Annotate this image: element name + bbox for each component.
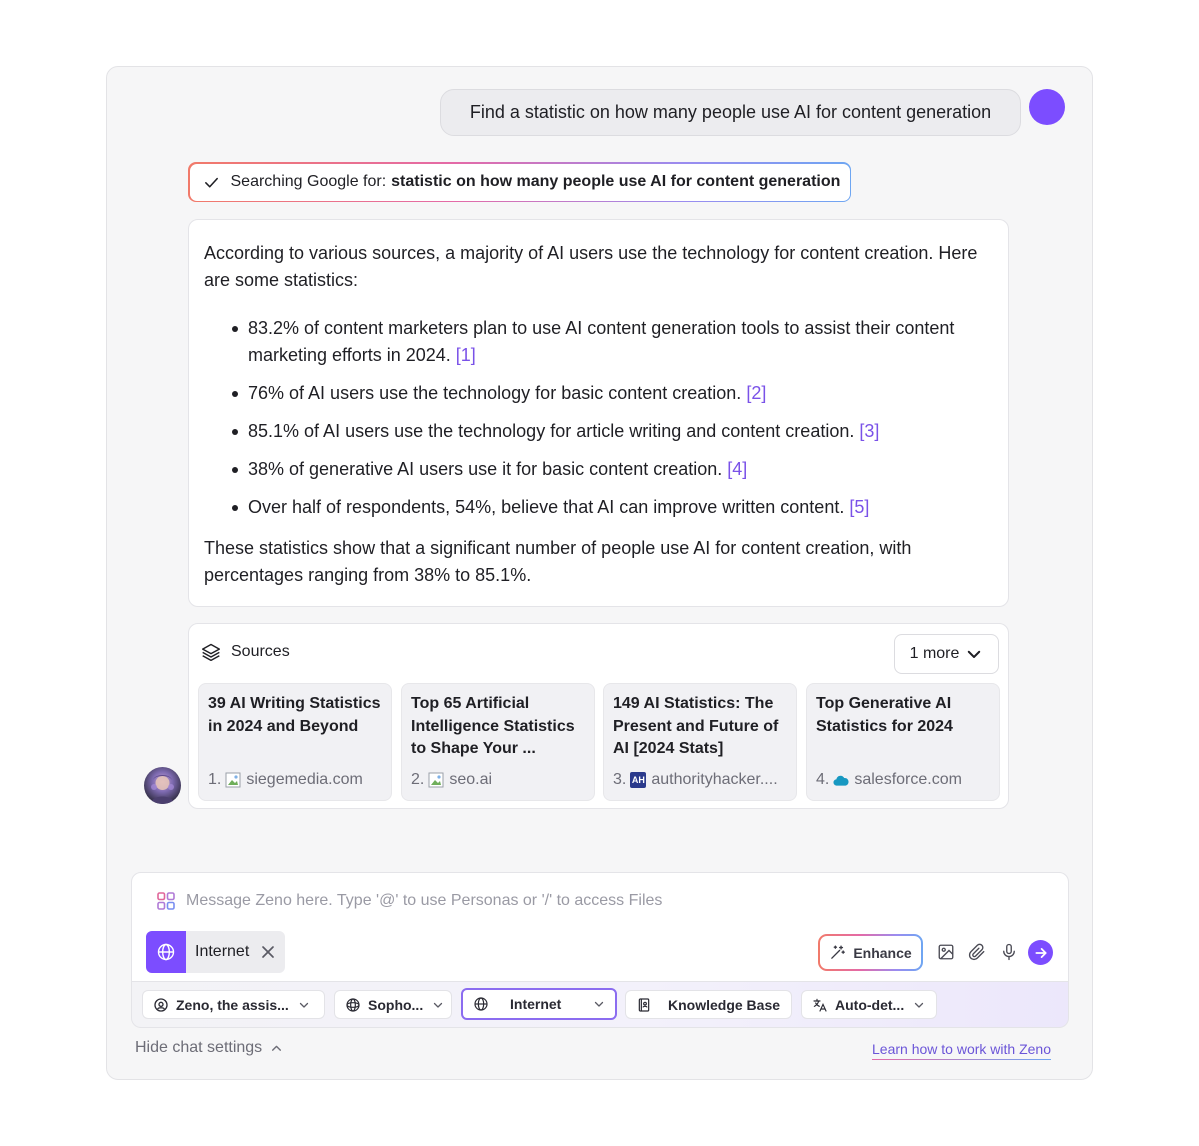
answer-intro: According to various sources, a majority of AI users use the technology for content creation. Here are some statistics: xyxy=(204,243,978,290)
citation-link[interactable]: [3] xyxy=(859,420,880,441)
cloud-logo-icon xyxy=(833,772,849,788)
assistant-avatar xyxy=(144,767,181,804)
book-icon xyxy=(636,997,652,1013)
list-item: Over half of respondents, 54%, believe that AI can improve written content. [5] xyxy=(204,494,993,521)
chip-label: Internet xyxy=(195,943,250,960)
user-avatar[interactable] xyxy=(1029,89,1065,125)
enhance-button[interactable] xyxy=(818,934,923,971)
source-card[interactable] xyxy=(603,683,797,801)
source-number: 1. xyxy=(208,771,222,788)
persona-icon xyxy=(153,997,169,1013)
statistics-list xyxy=(204,315,993,520)
source-title: Top 65 Artificial Intelligence Statistics to Shape Your ... xyxy=(411,695,575,757)
source-number: 2. xyxy=(411,771,425,788)
source-domain: seo.ai xyxy=(449,771,493,788)
source-domain: siegemedia.com xyxy=(246,771,363,788)
hide-chat-settings-button[interactable] xyxy=(135,1039,283,1057)
chevron-up-icon xyxy=(270,1042,283,1055)
source-title: 39 AI Writing Statistics in 2024 and Beyond xyxy=(208,695,381,735)
persona-label: Zeno, the assis... xyxy=(176,996,289,1013)
list-item: 85.1% of AI users use the technology for article writing and content creation. [3] xyxy=(204,418,993,445)
model-icon xyxy=(345,997,361,1013)
list-item: 38% of generative AI users use it for basic content creation. [4] xyxy=(204,456,993,483)
search-status-pill[interactable] xyxy=(188,162,851,202)
user-message-text: Find a statistic on how many people use AI for content generation xyxy=(469,102,992,122)
more-sources-button[interactable] xyxy=(894,634,999,674)
source-card[interactable] xyxy=(401,683,595,801)
model-label: Sopho... xyxy=(368,996,424,1013)
message-input-placeholder: Message Zeno here. Type '@' to use Personas or '/' to access Files xyxy=(186,892,663,909)
model-select[interactable] xyxy=(334,990,452,1019)
broken-image-icon xyxy=(225,772,241,788)
language-select[interactable] xyxy=(801,990,937,1019)
internet-chip[interactable] xyxy=(146,931,285,973)
translate-icon xyxy=(812,997,828,1013)
knowledge-base-button[interactable] xyxy=(625,990,792,1019)
source-domain: salesforce.com xyxy=(854,771,962,788)
knowledge-base-label: Knowledge Base xyxy=(668,996,781,1013)
grid-icon xyxy=(156,891,176,911)
send-button[interactable] xyxy=(1028,940,1053,965)
chevron-down-icon xyxy=(432,999,444,1011)
chevron-down-icon xyxy=(965,645,983,663)
source-number: 3. xyxy=(613,771,627,788)
close-icon[interactable] xyxy=(261,945,275,959)
persona-select[interactable] xyxy=(142,990,325,1019)
chevron-down-icon xyxy=(298,999,310,1011)
source-title: 149 AI Statistics: The Present and Future of AI [2024 Stats] xyxy=(613,695,779,757)
source-card[interactable] xyxy=(198,683,392,801)
broken-image-icon xyxy=(428,772,444,788)
image-icon[interactable] xyxy=(936,942,956,962)
message-input[interactable] xyxy=(156,891,662,911)
layers-icon xyxy=(201,642,221,662)
paperclip-icon[interactable] xyxy=(967,942,987,962)
microphone-icon[interactable] xyxy=(999,942,1019,962)
citation-link[interactable]: [2] xyxy=(746,382,767,403)
source-title: Top Generative AI Statistics for 2024 xyxy=(816,695,953,735)
hide-chat-settings-label: Hide chat settings xyxy=(135,1039,263,1056)
user-message-bubble xyxy=(440,89,1021,136)
citation-link[interactable]: [1] xyxy=(455,344,476,365)
language-label: Auto-det... xyxy=(835,996,905,1013)
arrow-right-icon xyxy=(1034,946,1048,960)
source-card[interactable] xyxy=(806,683,1000,801)
search-status-query: statistic on how many people use AI for content generation xyxy=(391,173,841,190)
source-number: 4. xyxy=(816,771,830,788)
list-item: 83.2% of content marketers plan to use AI content generation tools to assist their content marketing efforts in 2024. [1] xyxy=(204,315,993,368)
check-icon xyxy=(203,174,220,191)
chevron-down-icon xyxy=(593,998,605,1010)
more-sources-label: 1 more xyxy=(909,645,960,662)
sources-header xyxy=(201,642,290,662)
magic-wand-icon xyxy=(829,944,846,961)
globe-icon xyxy=(473,996,489,1012)
source-domain: authorityhacker.... xyxy=(651,771,778,788)
assistant-answer-card xyxy=(188,219,1009,607)
citation-link[interactable]: [4] xyxy=(727,458,748,479)
sources-label: Sources xyxy=(231,643,290,660)
citation-link[interactable]: [5] xyxy=(849,496,870,517)
globe-icon xyxy=(146,931,186,973)
chevron-down-icon xyxy=(913,999,925,1011)
source-label: Internet xyxy=(510,996,562,1012)
enhance-label: Enhance xyxy=(853,944,912,961)
search-status-prefix: Searching Google for: xyxy=(230,173,387,190)
message-composer xyxy=(131,872,1069,982)
source-select[interactable] xyxy=(461,988,617,1020)
chat-settings-bar xyxy=(131,982,1069,1028)
ah-logo-icon: AH xyxy=(630,772,646,788)
list-item: 76% of AI users use the technology for basic content creation. [2] xyxy=(204,380,993,407)
answer-closing: These statistics show that a significant number of people use AI for content creation, with percentages ranging from 38% to 85.1%. xyxy=(204,538,912,585)
sources-panel xyxy=(188,623,1009,809)
learn-zeno-link[interactable]: Learn how to work with Zeno xyxy=(872,1041,1051,1060)
